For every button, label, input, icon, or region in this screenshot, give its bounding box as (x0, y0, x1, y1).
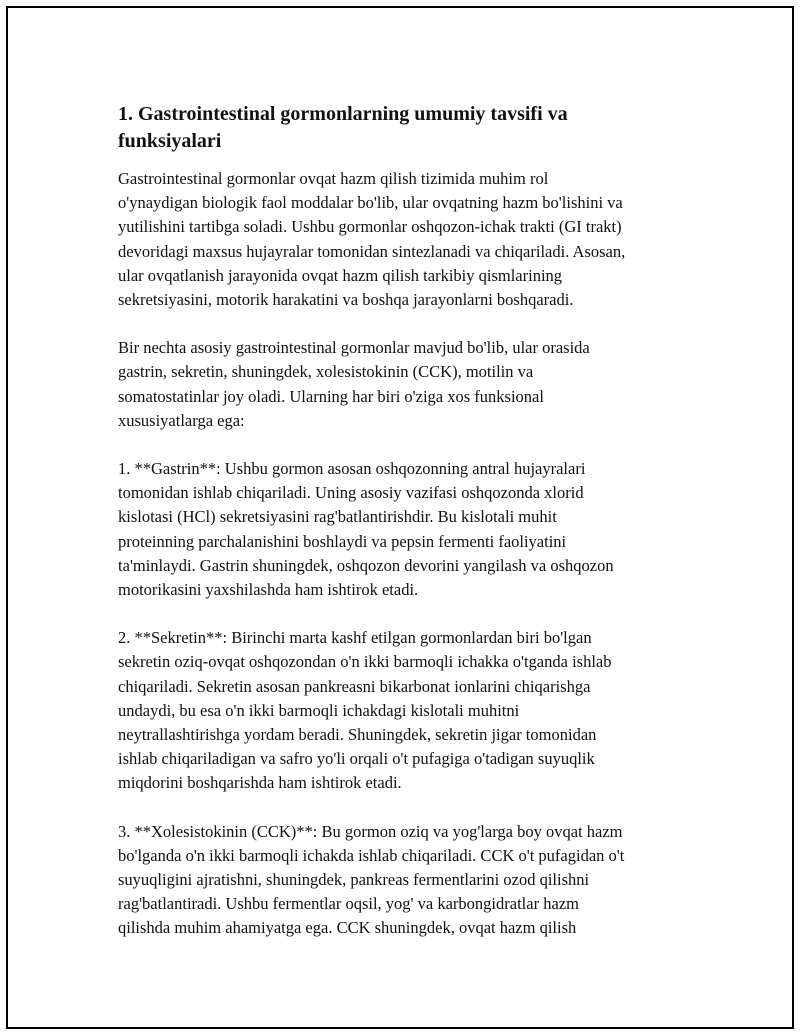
document-body (118, 98, 698, 965)
paragraph-xolesistokinin: 3. **Xolesistokinin (CCK)**: Bu gormon oziq va yog'larga boy ovqat hazm bo'lganda o'n ikki barmoqli ichakda ishlab chiqariladi. CCK o't pufagidan o't suyuqligini ajratishni, shuningdek, pankreas fermentlarini ozod qilishni rag'batlantiradi. Ushbu fermentlar oqsil, yog' va karbongidratlar hazm qilishda muhim ahamiyatga ega. CCK shuningdek, ovqat hazm qilish (118, 821, 625, 938)
paragraph-sekretin: 2. **Sekretin**: Birinchi marta kashf etilgan gormonlardan biri bo'lgan sekretin oziq-ovqat oshqozondan o'n ikki barmoqli ichakka o'tganda ishlab chiqariladi. Sekretin asosan pankreasni bikarbonat ionlarini chiqarishga undaydi, bu esa o'n ikki barmoqli ichakdagi kislotali muhitni neytrallashtirishga yordam beradi. Shuningdek, sekretin jigar tomonidan ishlab chiqariladigan va safro yo'li orqali o't pufagiga o'tadigan suyuqlik miqdorini boshqarishda ham ishtirok etadi. (118, 628, 612, 793)
paragraph-hormones-list: Bir nechta asosiy gastrointestinal gormonlar mavjud bo'lib, ular orasida gastrin, sekretin, shuningdek, xolesistokinin (CCK), motilin va somatostatinlar joy oladi. Ularning har biri o'ziga xos funksional xususiyatlarga ega: (118, 338, 590, 430)
paragraph-gastrin: 1. **Gastrin**: Ushbu gormon asosan oshqozonning antral hujayralari tomonidan ishlab chiqariladi. Uning asosiy vazifasi oshqozonda xlorid kislotasi (HCl) sekretsiyasini rag'batlantirishdir. Bu kislotali muhit proteinning parchalanishini boshlaydi va pepsin fermenti faoliyatini ta'minlaydi. Gastrin shuningdek, oshqozon devorini yangilash va oshqozon motorikasini yaxshilashda ham ishtirok etadi. (118, 459, 614, 600)
paragraph-intro: Gastrointestinal gormonlar ovqat hazm qilish tizimida muhim rol o'ynaydigan biologik faol moddalar bo'lib, ular ovqatning hazm bo'lishini va yutilishini tartibga soladi. Ushbu gormonlar oshqozon-ichak trakti (GI trakt) devoridagi maxsus hujayralar tomonidan sintezlanadi va chiqariladi. Asosan, ular ovqatlanish jarayonida ovqat hazm qilish tarkibiy qismlarining sekretsiyasini, motorik harakatini va boshqa jarayonlarni boshqaradi. (118, 169, 626, 310)
section-heading: 1. Gastrointestinal gormonlarning umumiy tavsifi va funksiyalari (118, 103, 568, 152)
page-frame (6, 6, 794, 1029)
